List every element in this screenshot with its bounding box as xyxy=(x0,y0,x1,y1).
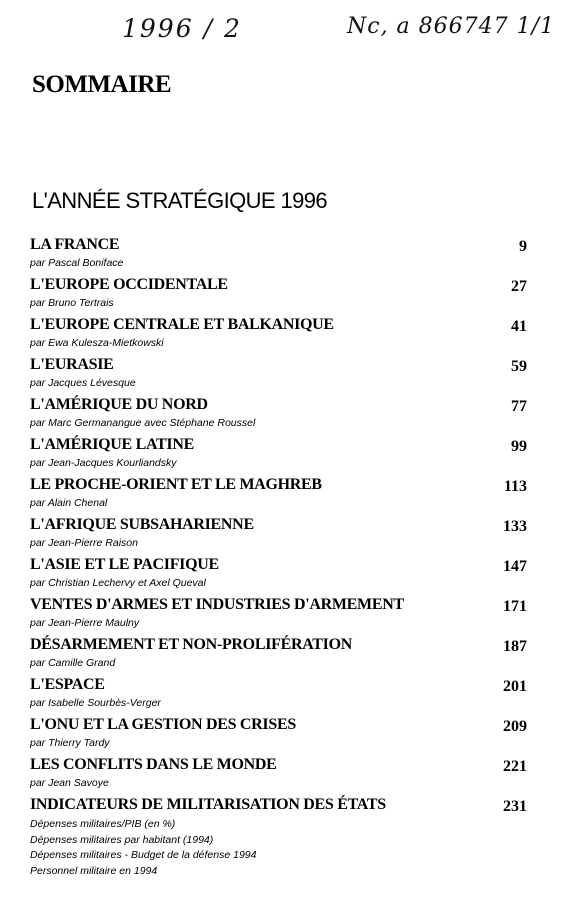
toc-subitem: Dépenses militaires - Budget de la défense 1994 xyxy=(30,849,257,861)
toc-entry-page: 41 xyxy=(511,318,527,335)
toc-entry[interactable] xyxy=(30,714,530,754)
toc-entry-title: L'ESPACE xyxy=(30,676,105,693)
table-of-contents xyxy=(30,234,530,877)
toc-entry[interactable] xyxy=(30,674,530,714)
toc-entry-title: LA FRANCE xyxy=(30,236,120,253)
toc-entry[interactable] xyxy=(30,474,530,514)
toc-entry-title: L'AMÉRIQUE LATINE xyxy=(30,436,194,453)
toc-subitem-list xyxy=(30,817,256,879)
toc-entry-page: 77 xyxy=(511,398,527,415)
toc-entry[interactable] xyxy=(30,554,530,594)
toc-entry-page: 231 xyxy=(503,798,527,815)
toc-entry-title: DÉSARMEMENT ET NON-PROLIFÉRATION xyxy=(30,636,352,653)
toc-entry[interactable] xyxy=(30,354,530,394)
toc-entry-page: 209 xyxy=(503,718,527,735)
toc-entry[interactable] xyxy=(30,794,530,877)
toc-entry-author: par Marc Germanangue avec Stéphane Roussel xyxy=(30,417,256,429)
toc-entry-author: par Christian Lechervy et Axel Queval xyxy=(30,577,206,589)
toc-entry[interactable] xyxy=(30,234,530,274)
toc-entry-author: par Jean-Pierre Raison xyxy=(30,537,138,549)
toc-entry[interactable] xyxy=(30,754,530,794)
toc-subitem: Dépenses militaires/PIB (en %) xyxy=(30,818,176,830)
toc-entry-page: 221 xyxy=(503,758,527,775)
toc-entry-author: par Isabelle Sourbès-Verger xyxy=(30,697,161,709)
toc-entry-title: L'ASIE ET LE PACIFIQUE xyxy=(30,556,219,573)
handwritten-catalog-number: Nc, a 866747 1/1 xyxy=(347,14,556,39)
toc-entry[interactable] xyxy=(30,514,530,554)
handwritten-volume-note: 1996 / 2 xyxy=(122,14,242,43)
toc-entry-page: 171 xyxy=(503,598,527,615)
toc-entry-page: 201 xyxy=(503,678,527,695)
toc-entry-author: par Jean-Jacques Kourliandsky xyxy=(30,457,177,469)
toc-entry[interactable] xyxy=(30,394,530,434)
toc-entry-title: L'AMÉRIQUE DU NORD xyxy=(30,396,208,413)
toc-entry-title: L'EUROPE OCCIDENTALE xyxy=(30,276,228,293)
toc-entry-page: 133 xyxy=(503,518,527,535)
toc-entry-page: 113 xyxy=(503,478,527,495)
toc-entry-page: 27 xyxy=(511,278,527,295)
toc-entry[interactable] xyxy=(30,314,530,354)
toc-entry-author: par Jean-Pierre Maulny xyxy=(30,617,140,629)
toc-entry-author: par Jean Savoye xyxy=(30,777,109,789)
toc-entry-author: par Bruno Tertrais xyxy=(30,297,114,309)
toc-entry-page: 147 xyxy=(503,558,527,575)
toc-entry-page: 59 xyxy=(511,358,527,375)
toc-entry-title: VENTES D'ARMES ET INDUSTRIES D'ARMEMENT xyxy=(30,596,404,613)
toc-entry-title: L'AFRIQUE SUBSAHARIENNE xyxy=(30,516,254,533)
toc-entry[interactable] xyxy=(30,594,530,634)
toc-entry[interactable] xyxy=(30,634,530,674)
toc-entry-author: par Thierry Tardy xyxy=(30,737,110,749)
toc-entry-author: par Ewa Kulesza-Mietkowski xyxy=(30,337,164,349)
toc-entry-author: par Alain Chenal xyxy=(30,497,108,509)
toc-entry-page: 9 xyxy=(519,238,527,255)
toc-entry-title: L'EUROPE CENTRALE ET BALKANIQUE xyxy=(30,316,334,333)
toc-entry-page: 99 xyxy=(511,438,527,455)
toc-entry-title: L'EURASIE xyxy=(30,356,114,373)
toc-entry-page: 187 xyxy=(503,638,527,655)
toc-entry-author: par Camille Grand xyxy=(30,657,116,669)
toc-entry-title: LES CONFLITS DANS LE MONDE xyxy=(30,756,277,773)
section-subtitle: L'ANNÉE STRATÉGIQUE 1996 xyxy=(32,188,328,213)
toc-entry-title: INDICATEURS DE MILITARISATION DES ÉTATS xyxy=(30,796,386,813)
toc-entry-author: par Pascal Boniface xyxy=(30,257,124,269)
toc-entry[interactable] xyxy=(30,434,530,474)
page-title: SOMMAIRE xyxy=(32,71,172,98)
toc-entry-title: LE PROCHE-ORIENT ET LE MAGHREB xyxy=(30,476,322,493)
toc-entry[interactable] xyxy=(30,274,530,314)
toc-entry-author: par Jacques Lévesque xyxy=(30,377,136,389)
toc-subitem: Personnel militaire en 1994 xyxy=(30,864,158,877)
toc-subitem: Dépenses militaires par habitant (1994) xyxy=(30,833,214,846)
toc-entry-title: L'ONU ET LA GESTION DES CRISES xyxy=(30,716,296,733)
